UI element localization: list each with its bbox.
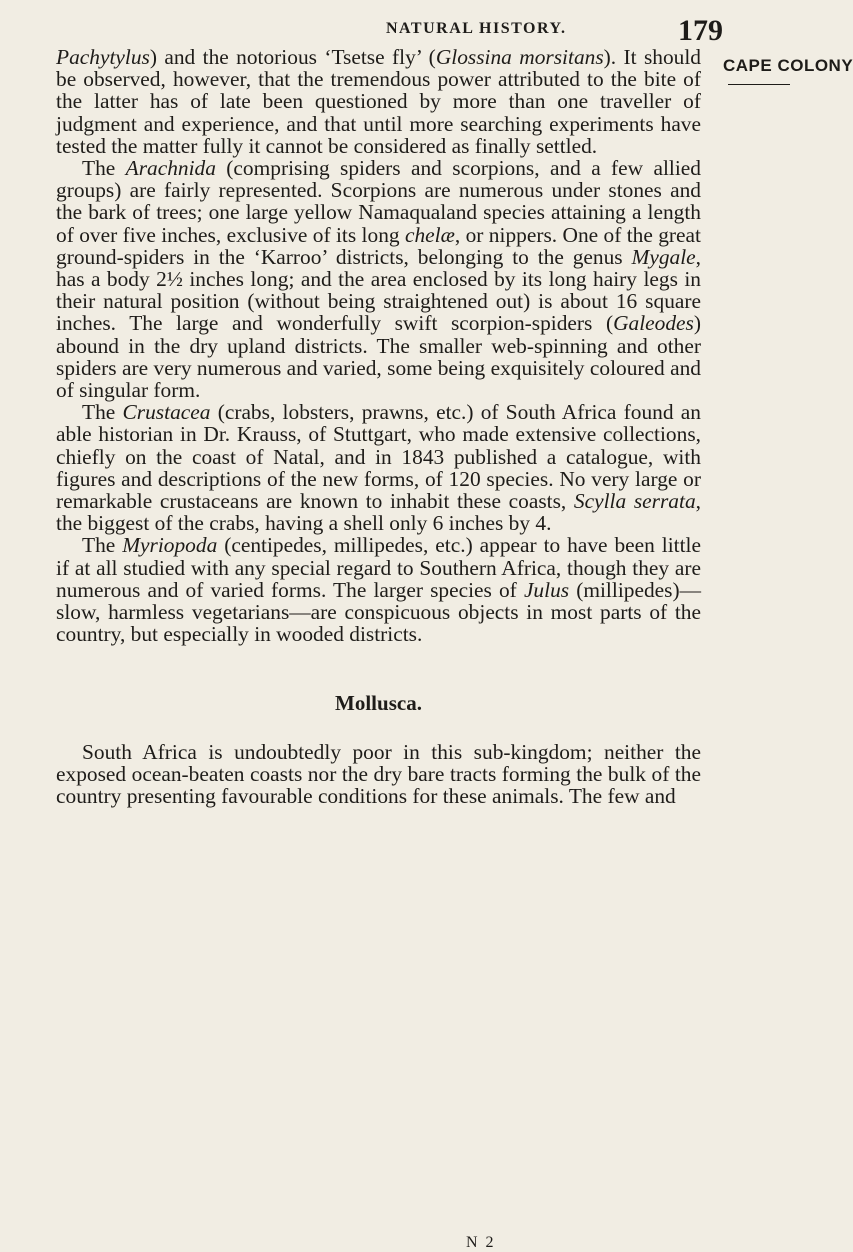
body-text (56, 46, 701, 807)
signature-mark: N 2 (466, 1234, 496, 1251)
section-heading-mollusca: Mollusca. (335, 691, 422, 716)
paragraph-myriopoda: The Myriopoda (centipedes, millipedes, etc.) appear to have been little if at all studied with any special regard to Southern Africa, though they are numerous and of varied forms. The larger species of Julus (millipedes)—slow, harmless vegetarians—are conspicuous objects in most parts of the country, but especially in wooded districts. (56, 533, 701, 647)
running-title: NATURAL HISTORY. (386, 20, 567, 37)
margin-note: CAPE COLONY (723, 56, 853, 75)
paragraph-crustacea: The Crustacea (crabs, lobsters, prawns, etc.) of South Africa found an able historian in Dr. Krauss, of Stuttgart, who made extensive collections, chiefly on the coast of Natal, and in 1843 published a catalogue, with figures and descriptions of the new forms, of 120 species. No very large or remarkable crustaceans are known to inhabit these coasts, Scylla serrata, the biggest of the crabs, having a shell only 6 inches by 4. (56, 400, 702, 536)
paragraph-mollusca: South Africa is undoubtedly poor in this sub-kingdom; neither the exposed ocean-beaten coasts nor the dry bare tracts forming the bulk of the country presenting favourable conditions for these animals. The few and (56, 739, 701, 809)
running-head (0, 14, 800, 48)
page-number: 179 (678, 14, 723, 47)
margin-note-rule (728, 84, 790, 85)
paragraph-tsetse: Pachytylus) and the notorious ‘Tsetse fly’ (Glossina morsitans). It should be observed, however, that the tremendous power attributed to the bite of the latter has of late been questioned by more than one traveller of judgment and experience, and that until more searching experiments have tested the matter fully it cannot be considered as finally settled. (56, 45, 702, 158)
paragraph-arachnida: The Arachnida (comprising spiders and scorpions, and a few allied groups) are fairly represented. Scorpions are numerous under stones and the bark of trees; one large yellow Namaqualand species attaining a length of over five inches, exclusive of its long chelæ, or nippers. One of the great ground-spiders in the ‘Karroo’ districts, belonging to the genus Mygale, has a body 2½ inches long; and the area enclosed by its long hairy legs in their natural position (without being straightened out) is about 16 square inches. The large and wonderfully swift scorpion-spiders (Galeodes) abound in the dry upland districts. The smaller web-spinning and other spiders are very numerous and varied, some being exquisitely coloured and of singular form. (56, 156, 701, 403)
